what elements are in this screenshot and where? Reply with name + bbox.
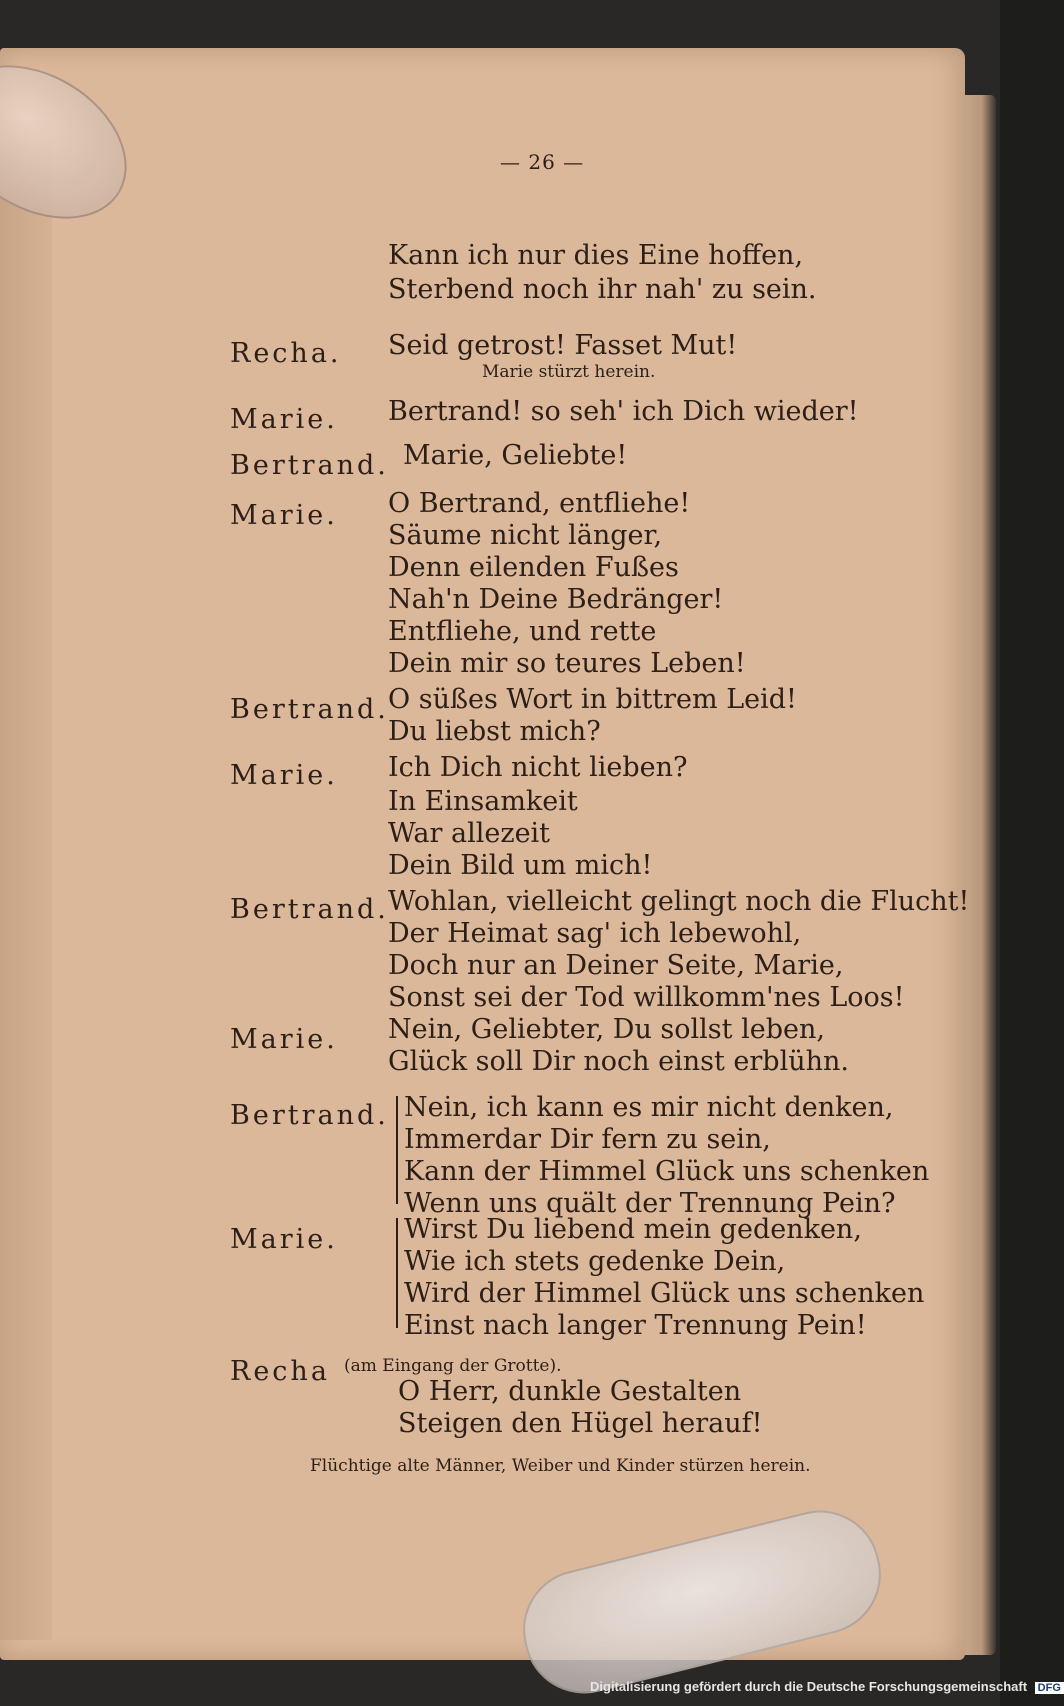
verse-line: Dein Bild um mich! — [388, 850, 653, 881]
verse-line: Wohlan, vielleicht gelingt noch die Flucht! — [388, 886, 970, 917]
page-number: — 26 — — [500, 150, 585, 174]
speaker-name: Recha — [230, 1356, 330, 1387]
verse-line: Glück soll Dir noch einst erblühn. — [388, 1046, 849, 1077]
verse-line: Nein, Geliebter, Du sollst leben, — [388, 1014, 825, 1045]
verse-line: Seid getrost! Fasset Mut! — [388, 330, 738, 361]
credit-text: Digitalisierung gefördert durch die Deutsche Forschungsgemeinschaft — [590, 1679, 1028, 1694]
verse-line: Wenn uns quält der Trennung Pein? — [404, 1188, 896, 1219]
verse-line: Wird der Himmel Glück uns schenken — [404, 1278, 925, 1309]
speaker-name: Marie. — [230, 760, 338, 791]
verse-line: Wirst Du liebend mein gedenken, — [404, 1214, 862, 1245]
stage-direction: (am Eingang der Grotte). — [344, 1356, 562, 1376]
verse-line: Doch nur an Deiner Seite, Marie, — [388, 950, 844, 981]
verse-line: War allezeit — [388, 818, 551, 849]
verse-line: Kann der Himmel Glück uns schenken — [404, 1156, 930, 1187]
speaker-name: Bertrand. — [230, 694, 389, 725]
speaker-name: Marie. — [230, 500, 338, 531]
speaker-name: Bertrand. — [230, 450, 389, 481]
verse-line: Säume nicht länger, — [388, 520, 663, 551]
page-edge — [960, 95, 996, 1655]
verse-line: Immerdar Dir fern zu sein, — [404, 1124, 771, 1155]
verse-line: Der Heimat sag' ich lebewohl, — [388, 918, 802, 949]
speaker-name: Marie. — [230, 404, 338, 435]
verse-line: Sonst sei der Tod willkomm'nes Loos! — [388, 982, 905, 1013]
verse-line: In Einsamkeit — [388, 786, 578, 817]
verse-line: Steigen den Hügel herauf! — [398, 1408, 763, 1439]
speaker-name: Bertrand. — [230, 1100, 389, 1131]
verse-line: O süßes Wort in bittrem Leid! — [388, 684, 797, 715]
speaker-name: Recha. — [230, 338, 342, 369]
digitization-credit — [590, 1679, 1064, 1694]
verse-line: O Bertrand, entfliehe! — [388, 488, 691, 519]
verse-line: Denn eilenden Fußes — [388, 552, 679, 583]
verse-line: Sterbend noch ihr nah' zu sein. — [388, 274, 817, 305]
brace — [396, 1218, 402, 1328]
verse-line: Nah'n Deine Bedränger! — [388, 584, 724, 615]
speaker-name: Bertrand. — [230, 894, 389, 925]
speaker-name: Marie. — [230, 1224, 338, 1255]
speaker-name: Marie. — [230, 1024, 338, 1055]
stage-direction: Marie stürzt herein. — [482, 362, 656, 382]
verse-line: Entfliehe, und rette — [388, 616, 657, 647]
verse-line: Einst nach langer Trennung Pein! — [404, 1310, 867, 1341]
brace — [396, 1096, 402, 1204]
stage-direction: Flüchtige alte Männer, Weiber und Kinder stürzen herein. — [310, 1456, 811, 1476]
verse-line: Ich Dich nicht lieben? — [388, 752, 688, 783]
dfg-logo: DFG — [1035, 1682, 1064, 1694]
verse-line: O Herr, dunkle Gestalten — [398, 1376, 742, 1407]
verse-line: Nein, ich kann es mir nicht denken, — [404, 1092, 894, 1123]
verse-line: Wie ich stets gedenke Dein, — [404, 1246, 786, 1277]
verse-line: Kann ich nur dies Eine hoffen, — [388, 240, 804, 271]
verse-line: Du liebst mich? — [388, 716, 601, 747]
verse-line: Marie, Geliebte! — [403, 440, 628, 471]
verse-line: Dein mir so teures Leben! — [388, 648, 746, 679]
verse-line: Bertrand! so seh' ich Dich wieder! — [388, 396, 859, 427]
